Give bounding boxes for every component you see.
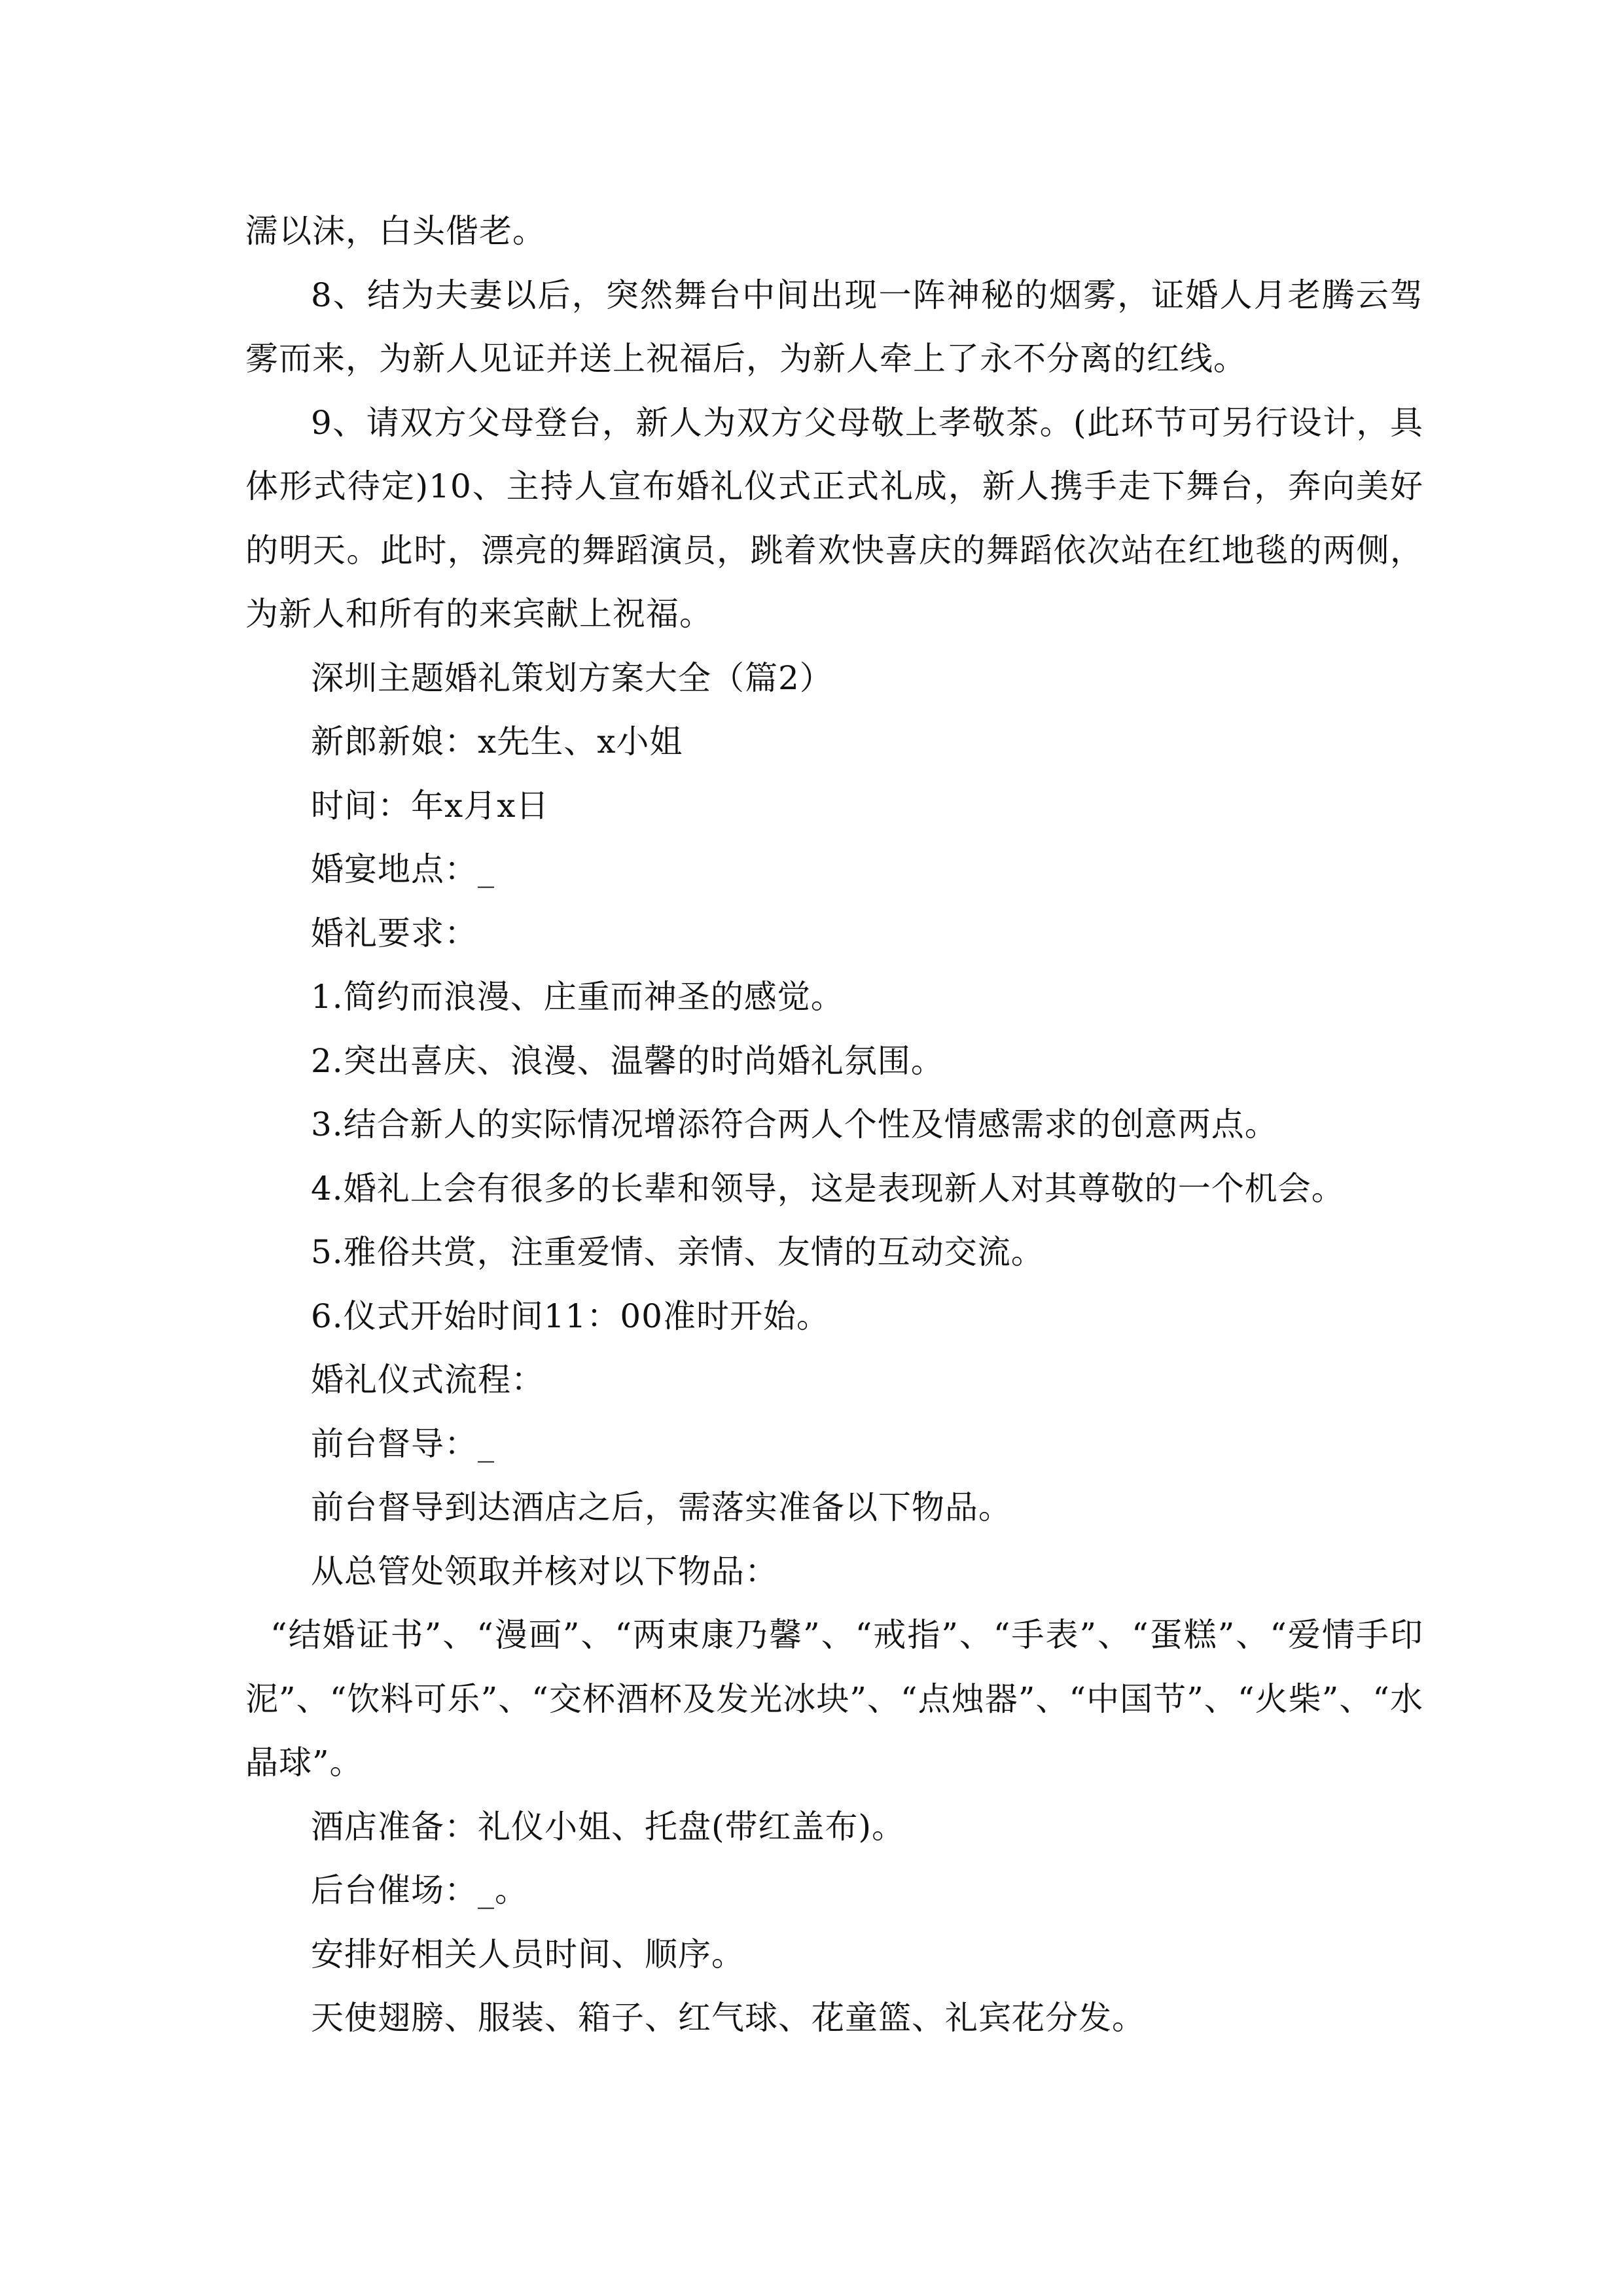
paragraph-continuation: 濡以沫，白头偕老。 bbox=[245, 212, 546, 250]
paragraph-ceremony-heading: 婚礼仪式流程： bbox=[311, 1361, 544, 1399]
paragraph-front-desk-task: 前台督导到达酒店之后，需落实准备以下物品。 bbox=[311, 1488, 1012, 1526]
paragraph-arrange-staff: 安排好相关人员时间、顺序。 bbox=[311, 1935, 745, 1973]
paragraph-collect-items: 从总管处领取并核对以下物品： bbox=[311, 1552, 778, 1590]
paragraph-step-9-10: 9、请双方父母登台，新人为双方父母敬上孝敬茶。(此环节可另行设计，具体形式待定)10、主持人宣布婚礼仪式正式礼成，新人携手走下舞台，奔向美好的明天。此时，漂亮的舞蹈演员，跳着欢快喜庆的舞蹈依次站在红地毯的两侧，为新人和所有的来宾献上祝福。 bbox=[245, 403, 1423, 633]
paragraph-front-desk: 前台督导：_ bbox=[311, 1424, 495, 1463]
list-item-requirement-1: 1.简约而浪漫、庄重而神圣的感觉。 bbox=[311, 978, 844, 1016]
section-title: 深圳主题婚礼策划方案大全（篇2） bbox=[311, 658, 833, 697]
list-item-requirement-3: 3.结合新人的实际情况增添符合两人个性及情感需求的创意两点。 bbox=[311, 1105, 1278, 1143]
paragraph-couple: 新郎新娘：x先生、x小姐 bbox=[311, 723, 683, 761]
paragraph-hotel-prep: 酒店准备：礼仪小姐、托盘(带红盖布)。 bbox=[311, 1807, 906, 1846]
list-item-requirement-4: 4.婚礼上会有很多的长辈和领导，这是表现新人对其尊敬的一个机会。 bbox=[311, 1169, 1345, 1208]
list-item-requirement-2: 2.突出喜庆、浪漫、温馨的时尚婚礼氛围。 bbox=[311, 1041, 944, 1080]
paragraph-time: 时间：年x月x日 bbox=[311, 786, 550, 825]
list-item-requirement-6: 6.仪式开始时间11：00准时开始。 bbox=[311, 1297, 830, 1335]
paragraph-items-list: “结婚证书”、“漫画”、“两束康乃馨”、“戒指”、“手表”、“蛋糕”、“爱情手印泥”、“饮料可乐”、“交杯酒杯及发光冰块”、“点烛器”、“中国节”、“火柴”、“水晶球”。 bbox=[245, 1616, 1423, 1782]
paragraph-requirements-heading: 婚礼要求： bbox=[311, 914, 478, 952]
paragraph-venue: 婚宴地点：_ bbox=[311, 850, 495, 888]
paragraph-step-8: 8、结为夫妻以后，突然舞台中间出现一阵神秘的烟雾，证婚人月老腾云驾雾而来，为新人见证并送上祝福后，为新人牵上了永不分离的红线。 bbox=[245, 276, 1423, 378]
document-body bbox=[245, 200, 1423, 2051]
paragraph-distribute-props: 天使翅膀、服装、箱子、红气球、花童篮、礼宾花分发。 bbox=[311, 1999, 1145, 2037]
list-item-requirement-5: 5.雅俗共赏，注重爱情、亲情、友情的互动交流。 bbox=[311, 1233, 1044, 1271]
paragraph-backstage: 后台催场：_。 bbox=[311, 1871, 528, 1909]
